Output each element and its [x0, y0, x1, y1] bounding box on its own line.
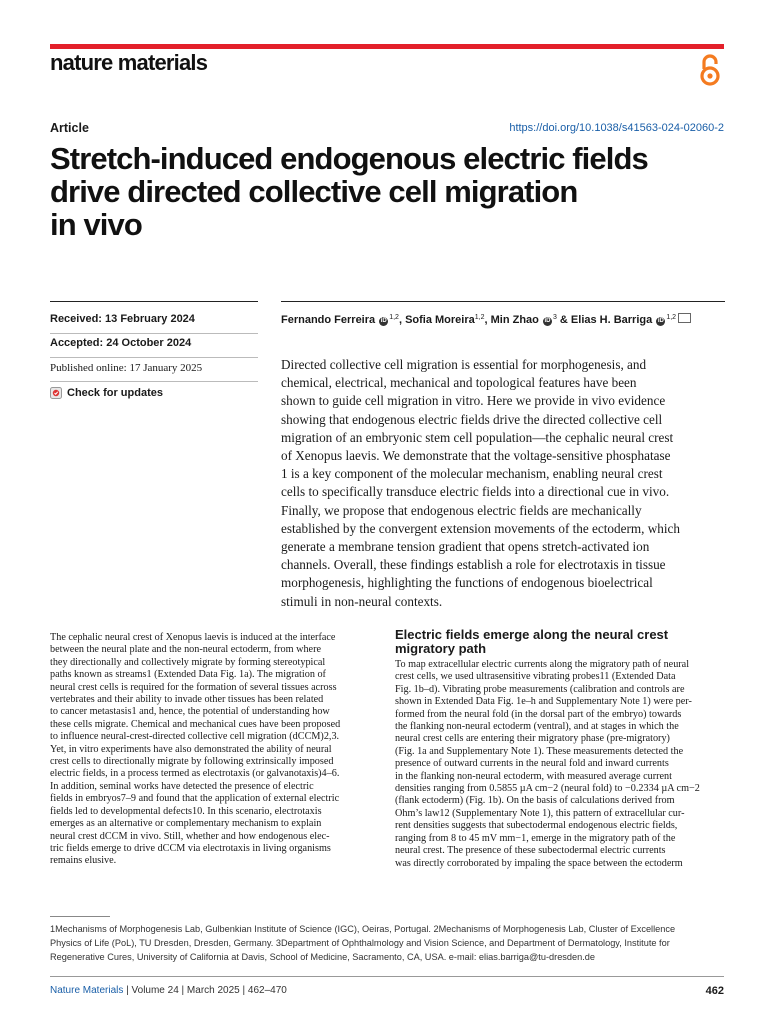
abstract-line: of Xenopus laevis. We demonstrate that the voltage-sensitive phosphatase: [281, 448, 671, 464]
body-line: rent densities suggests that subectodermal endogenous electric fields,: [395, 820, 678, 832]
body-line: these cells migrate. Chemical and mechanical cues have been proposed: [50, 718, 341, 730]
body-line: they directionally and collectively migrate by forming stereotypical: [50, 656, 326, 668]
footer-divider: [50, 976, 724, 977]
body-line: ranging from 8 to 45 mV mm−1, emerge in the migratory path of the: [395, 832, 676, 844]
accepted-date: Accepted: 24 October 2024: [50, 337, 192, 349]
body-line: neural crest dCCM in vivo. Still, whether and how endogenous elec-: [50, 830, 330, 842]
body-line: neural crest cells is required for the formation of several tissues across: [50, 681, 337, 693]
article-title: [50, 142, 730, 241]
check-for-updates-button[interactable]: [50, 387, 163, 399]
abstract-line: established by the convergent extension movements of the ectoderm, which: [281, 520, 680, 536]
journal-accent-bar: [50, 44, 724, 49]
abstract-line: cells to specifically transduce electric fields into a directional cue in vivo.: [281, 484, 670, 500]
footer-citation: [50, 985, 287, 996]
body-line: to cancer metastasis1 and, hence, the potential of understanding how: [50, 706, 330, 718]
divider: [50, 333, 258, 334]
body-line: in the flanking non-neural ectoderm, with measured average current: [395, 770, 672, 782]
abstract-line: generate a membrane tension gradient that opens stretch-activated ion: [281, 539, 650, 555]
footer-issue: | Volume 24 | March 2025 | 462–470: [123, 985, 287, 996]
body-line: the flanking non-neural ectoderm (ventral), and at stages in which the: [395, 721, 679, 733]
author-affiliation: 1,2: [389, 314, 399, 321]
orcid-icon[interactable]: iD: [544, 318, 551, 324]
title-line: in vivo: [50, 207, 142, 242]
heading-line: migratory path: [395, 641, 487, 656]
body-line: paths known as streams1 (Extended Data Fig. 1a). The migration of: [50, 669, 326, 681]
divider: [50, 381, 258, 382]
body-line: remains elusive.: [50, 855, 117, 867]
abstract-line: chemical, electrical, mechanical and topological features have been: [281, 375, 637, 391]
body-line: presence of outward currents in the neural fold and inward currents: [395, 758, 669, 770]
body-line: To map extracellular electric currents along the migratory path of neural: [395, 659, 690, 670]
divider: [50, 357, 258, 358]
heading-line: Electric fields emerge along the neural crest: [395, 627, 669, 642]
check-updates-label: Check for updates: [67, 387, 163, 399]
body-line: fields led to developmental defects10. In this scenario, electrotaxis: [50, 805, 322, 817]
author-affiliation: 1,2: [666, 314, 677, 321]
body-line: densities ranging from 0.5855 µA cm−2 (neural fold) to −0.2334 µA cm−2: [395, 783, 700, 795]
received-date: Received: 13 February 2024: [50, 313, 195, 325]
author-list: Fernando Ferreira iD $^{1,2}$, Sofia Moreira$^{1,2}$, Min Zhao iD $^3$ & Elias H. Barriga iD $^{1,2}$: [281, 311, 725, 327]
body-column-right: [395, 659, 725, 870]
body-line: fields in embryos7–9 and found that the application of external electric: [50, 793, 340, 805]
section-heading: [395, 628, 725, 656]
body-line: to influence neural-crest-directed collective cell migration (dCCM)2,3.: [50, 731, 340, 743]
author-name[interactable]: Elias H. Barriga: [570, 314, 653, 326]
body-line: crest cells, we used ultrasensitive vibrating probes11 (Extended Data: [395, 671, 676, 683]
abstract-line: migration of an embryonic stem cell population—the cephalic neural crest: [281, 429, 674, 445]
author-name[interactable]: Min Zhao: [490, 314, 539, 326]
author-affiliation: 1,2: [474, 314, 485, 321]
body-line: crest cells to directionally migrate by following extrinsically imposed: [50, 756, 334, 768]
abstract-line: shown to guide cell migration in vitro. Here we provide in vivo evidence: [281, 393, 666, 409]
body-line: (flank ectoderm) (Fig. 1b). On the basis of calculations derived from: [395, 795, 675, 807]
body-line: emerges as an alternative or complementary mechanism to explain: [50, 818, 322, 830]
author-name[interactable]: Fernando Ferreira: [281, 314, 376, 326]
article-type-label: Article: [50, 121, 89, 135]
body-column-left: [50, 632, 380, 868]
abstract-line: 1 is a key component of the molecular mechanism, enabling neural crest: [281, 466, 663, 482]
body-line: vertebrates and their ability to invade other tissues has been related: [50, 694, 324, 706]
body-line: Fig. 1b–d). Vibrating probe measurements (calibration and controls are: [395, 683, 685, 695]
divider: [50, 301, 258, 302]
journal-name[interactable]: nature materials: [50, 50, 208, 75]
author-affiliation: 3: [552, 314, 557, 321]
title-line: Stretch-induced endogenous electric fields: [50, 141, 648, 176]
body-line: electric fields, in a process termed as electrotaxis (or galvanotaxis)4–6.: [50, 768, 340, 780]
abstract-line: Directed collective cell migration is essential for morphogenesis, and: [281, 357, 647, 372]
body-line: (Fig. 1a and Supplementary Note 1). These measurements detected the: [395, 745, 684, 757]
author-name[interactable]: Sofia Moreira: [405, 314, 475, 326]
body-line: shown in Extended Data Fig. 1e–h and Supplementary Note 1) were per-: [395, 696, 692, 708]
footnote-line: Physics of Life (PoL), TU Dresden, Dresden, Germany. 3Department of Ophthalmology and Vision Science, and Department of Dermatology, Institute for: [50, 938, 670, 948]
open-access-lock-icon[interactable]: [697, 53, 723, 87]
footer-journal-link[interactable]: Nature Materials: [50, 985, 124, 996]
body-line: neural crest cells are entering their migratory phase (pre-migratory): [395, 733, 670, 745]
footnote-divider: [50, 916, 110, 917]
page-number: 462: [705, 985, 724, 997]
body-line: formed from the neural fold (in the dorsal part of the embryo) towards: [395, 708, 682, 720]
email-envelope-icon[interactable]: [678, 313, 691, 323]
abstract-line: morphogenesis, highlighting the functions of endogenous bioelectrical: [281, 575, 653, 591]
abstract-line: stimuli in non-neural contexts.: [281, 593, 443, 609]
body-line: Yet, in vitro experiments have also demonstrated the ability of neural: [50, 743, 332, 755]
body-line: Ohm’s law12 (Supplementary Note 1), this pattern of extracellular cur-: [395, 807, 685, 819]
body-line: between the neural plate and the non-neural ectoderm, from where: [50, 644, 321, 656]
title-line: drive directed collective cell migration: [50, 174, 578, 209]
body-line: was directly corroborated by impaling the space between the ectoderm: [395, 857, 683, 869]
body-line: neural crest. The presence of these subectodermal electric currents: [395, 845, 666, 857]
abstract-line: Finally, we propose that endogenous electric fields are mechanically: [281, 502, 642, 518]
body-line: In addition, seminal works have detected the presence of electric: [50, 780, 314, 792]
check-updates-icon: [50, 387, 62, 399]
abstract-line: showing that endogenous electric fields drive the directed collective cell: [281, 411, 663, 427]
body-line: The cephalic neural crest of Xenopus laevis is induced at the interface: [50, 632, 336, 643]
published-date: Published online: 17 January 2025: [50, 362, 203, 374]
footnote-line: Regenerative Cures, University of California at Davis, School of Medicine, Sacramento, CA, USA. e-mail: elias.barriga@tu-dresden.de: [50, 952, 595, 962]
footnote-line: 1Mechanisms of Morphogenesis Lab, Gulbenkian Institute of Science (IGC), Oeiras, Portugal. 2Mechanisms of Morphogenesis Lab, Cluster of Excellence: [50, 924, 676, 934]
doi-link[interactable]: https://doi.org/10.1038/s41563-024-02060-2: [509, 122, 724, 134]
abstract: [281, 356, 725, 611]
affiliations-footnote: [50, 922, 730, 964]
orcid-icon[interactable]: iD: [657, 318, 664, 324]
orcid-icon[interactable]: iD: [380, 318, 387, 324]
body-line: tric fields emerge to drive dCCM via electrotaxis in living organisms: [50, 842, 331, 854]
divider: [281, 301, 725, 302]
abstract-line: channels. Overall, these findings establish a role for electrotaxis in tissue: [281, 557, 666, 573]
